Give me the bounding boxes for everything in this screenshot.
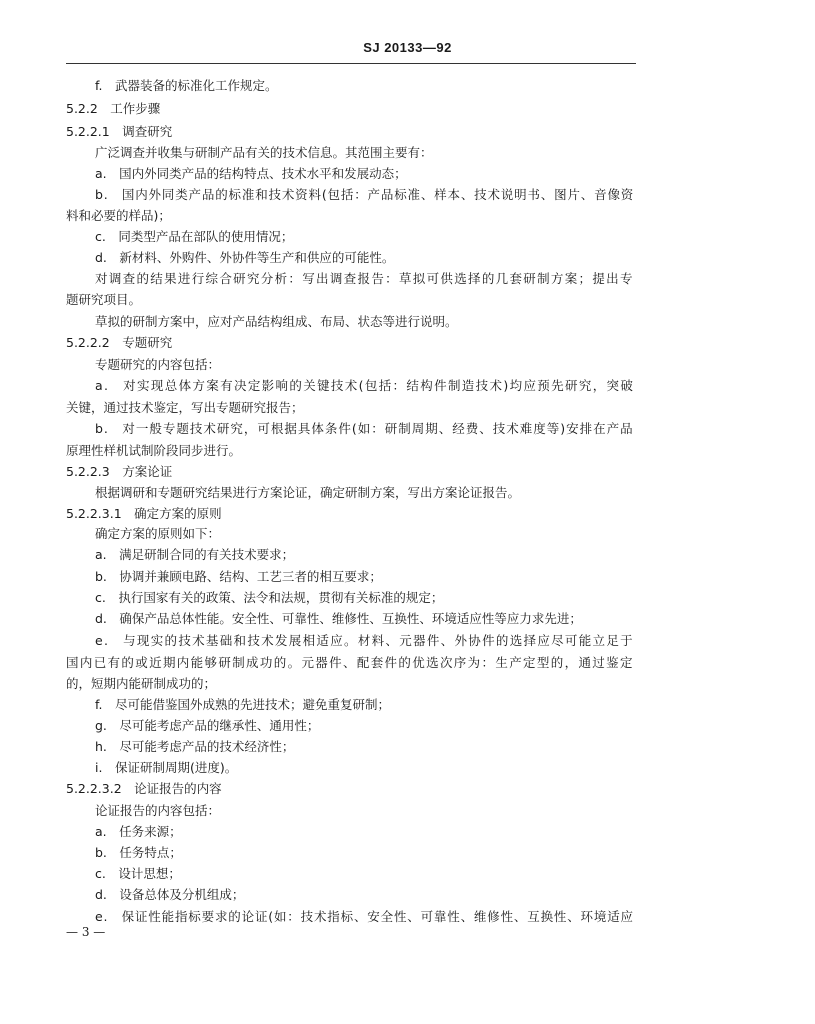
text-line: g. 尽可能考虑产品的继承性、通用性；	[95, 718, 320, 733]
text-line: 专题研究的内容包括：	[95, 357, 221, 372]
text-line: 原理性样机试制阶段同步进行。	[66, 443, 242, 458]
text-line: 题研究项目。	[66, 292, 142, 307]
text-line: e. 与现实的技术基础和技术发展相适应。材料、元器件、外协件的选择应尽可能立足于	[95, 633, 634, 648]
text-line: 5.2.2 工作步骤	[66, 101, 161, 116]
text-line: a. 对实现总体方案有决定影响的关键技术(包括：结构件制造技术)均应预先研究，突破	[95, 378, 635, 393]
text-line: 5.2.2.1 调查研究	[66, 124, 173, 139]
text-line: 根据调研和专题研究结果进行方案论证，确定研制方案，写出方案论证报告。	[95, 485, 521, 500]
text-line: b. 协调并兼顾电路、结构、工艺三者的相互要求；	[95, 569, 382, 584]
text-line: 料和必要的样品)；	[66, 208, 171, 223]
text-line: d. 设备总体及分机组成；	[95, 887, 245, 902]
text-line: 5.2.2.3.1 确定方案的原则	[66, 506, 222, 521]
text-line: 5.2.2.3 方案论证	[66, 464, 173, 479]
text-line: b. 对一般专题技术研究，可根据具体条件(如：研制周期、经费、技术难度等)安排在产品	[95, 421, 634, 436]
text-line: 的，短期内能研制成功的；	[66, 676, 217, 691]
text-line: b. 任务特点；	[95, 845, 182, 860]
text-line: e. 保证性能指标要求的论证(如：技术指标、安全性、可靠性、维修性、互换性、环境适应	[95, 909, 634, 924]
text-line: 论证报告的内容包括：	[95, 803, 221, 818]
document-code-header: SJ 20133—92	[363, 40, 452, 55]
text-line: a. 满足研制合同的有关技术要求；	[95, 547, 295, 562]
page-number: — 3 —	[66, 925, 106, 939]
text-line: f. 武器装备的标准化工作规定。	[95, 78, 278, 93]
text-line: 广泛调查并收集与研制产品有关的技术信息。其范围主要有：	[95, 145, 433, 160]
text-line: 确定方案的原则如下：	[95, 526, 221, 541]
text-line: b. 国内外同类产品的标准和技术资料(包括：产品标准、样本、技术说明书、图片、音像资	[95, 187, 635, 202]
text-line: 5.2.2.2 专题研究	[66, 335, 173, 350]
text-line: 草拟的研制方案中，应对产品结构组成、布局、状态等进行说明。	[95, 314, 458, 329]
text-line: 国内已有的或近期内能够研制成功的。元器件、配套件的优选次序为：生产定型的，通过鉴定	[66, 655, 634, 670]
text-line: 5.2.2.3.2 论证报告的内容	[66, 781, 222, 796]
text-line: a. 任务来源；	[95, 824, 182, 839]
text-line: 关键，通过技术鉴定，写出专题研究报告；	[66, 400, 304, 415]
text-line: c. 设计思想；	[95, 866, 181, 881]
text-line: i. 保证研制周期(进度)。	[95, 760, 238, 775]
text-line: d. 新材料、外购件、外协件等生产和供应的可能性。	[95, 250, 395, 265]
text-line: d. 确保产品总体性能。安全性、可靠性、维修性、互换性、环境适应性等应力求先进；	[95, 611, 582, 626]
text-line: h. 尽可能考虑产品的技术经济性；	[95, 739, 295, 754]
text-line: 对调查的结果进行综合研究分析：写出调查报告：草拟可供选择的几套研制方案；提出专	[95, 271, 634, 286]
text-line: c. 同类型产品在部队的使用情况；	[95, 229, 294, 244]
text-line: c. 执行国家有关的政策、法令和法规，贯彻有关标准的规定；	[95, 590, 444, 605]
text-line: f. 尽可能借鉴国外成熟的先进技术；避免重复研制；	[95, 697, 390, 712]
text-line: a. 国内外同类产品的结构特点、技术水平和发展动态；	[95, 166, 407, 181]
